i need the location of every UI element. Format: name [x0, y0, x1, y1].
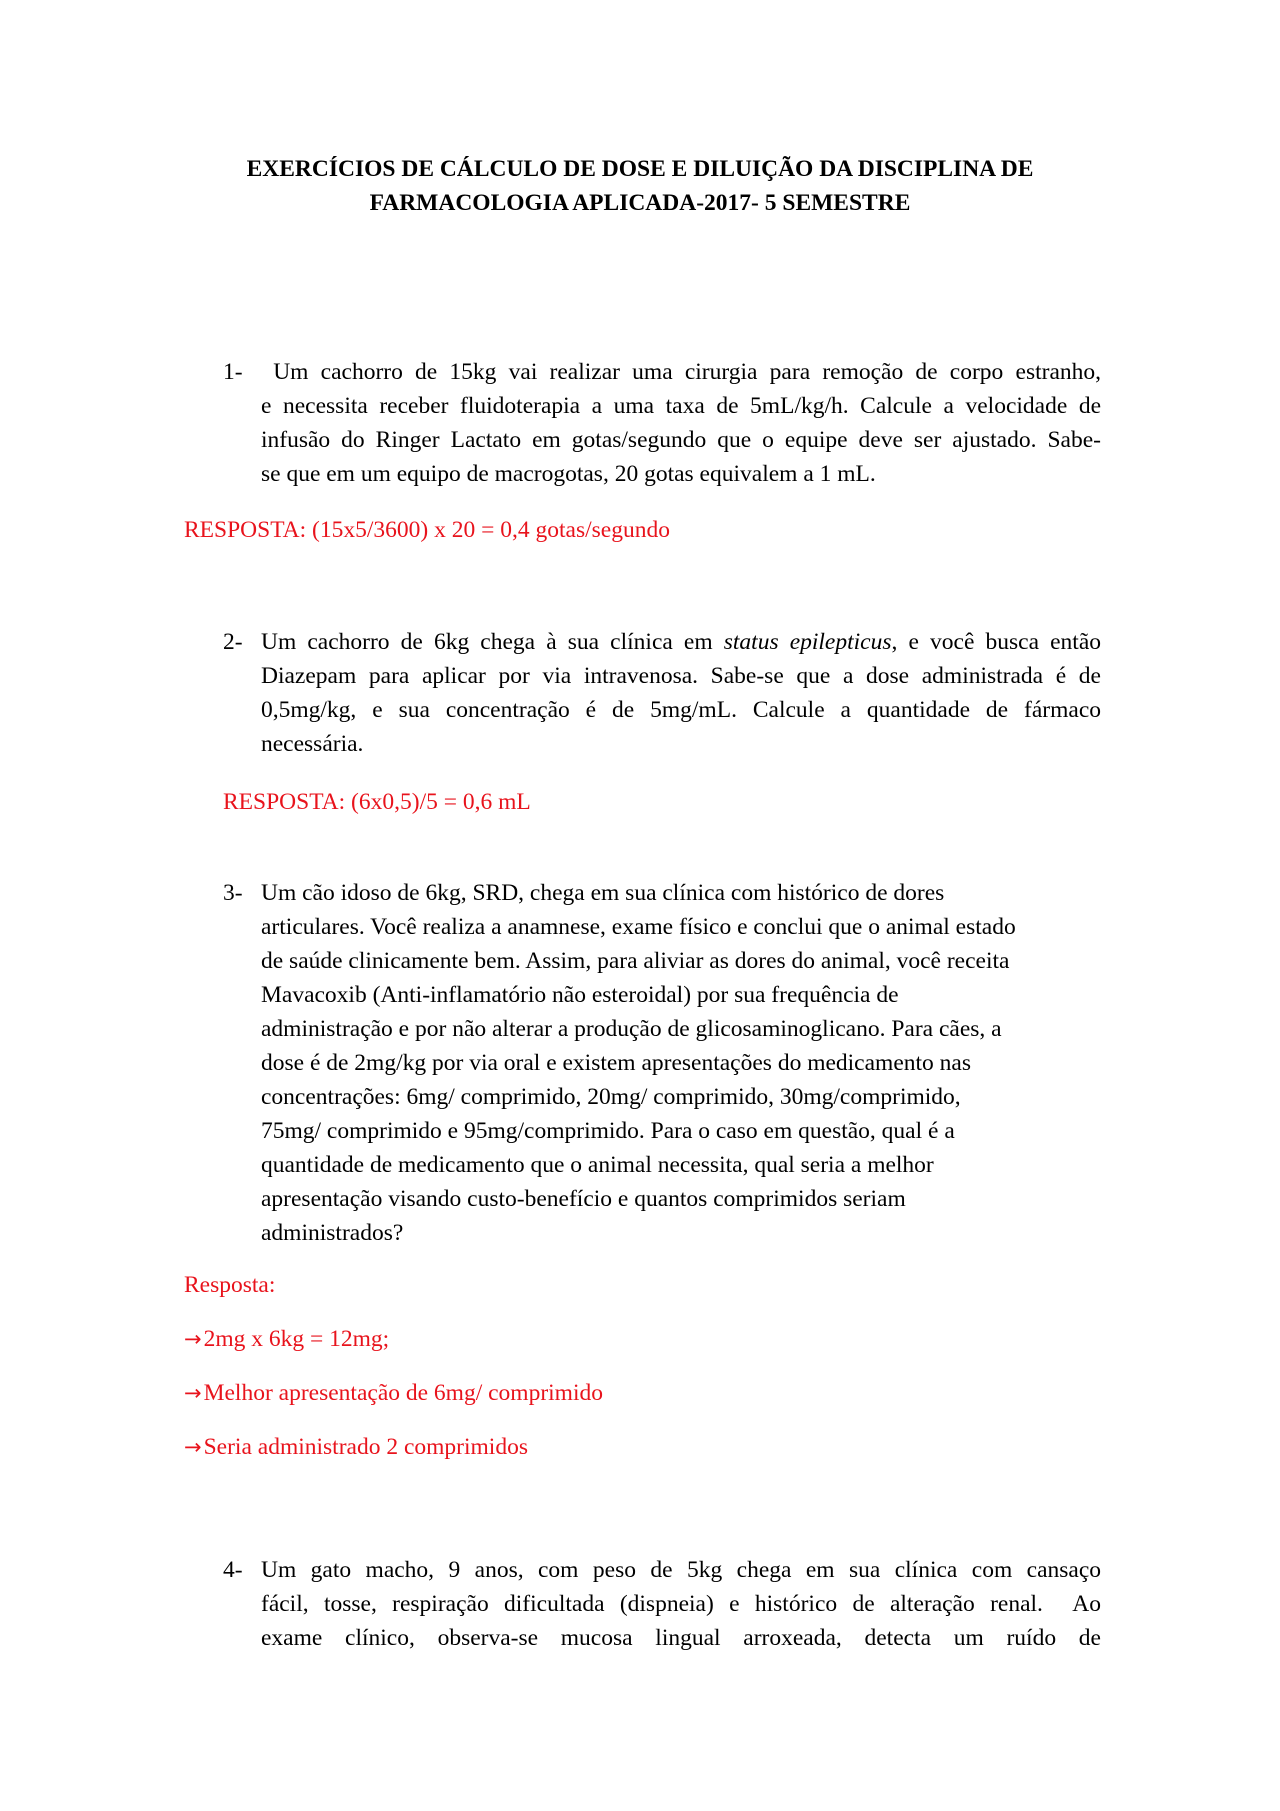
question-3-line: dose é de 2mg/kg por via oral e existem apresentações do medicamento nas [261, 1050, 971, 1076]
question-4-line: exame clínico, observa-se mucosa lingual arroxeada, detecta um ruído de [261, 1625, 1101, 1651]
question-2-line [261, 625, 1101, 659]
question-4-line: Um gato macho, 9 anos, com peso de 5kg chega em sua clínica com cansaço [261, 1557, 1101, 1583]
answer-3-heading: Resposta: [184, 1272, 276, 1298]
arrow-right-icon: → [184, 1381, 202, 1405]
answer-3-item [184, 1376, 603, 1410]
answer-3-item-text: Seria administrado 2 comprimidos [203, 1434, 528, 1460]
question-2-text [261, 625, 1101, 761]
question-3-text [261, 876, 1101, 1250]
question-2-line1-post: , e você busca então [891, 629, 1101, 655]
answer-2: RESPOSTA: (6x0,5)/5 = 0,6 mL [223, 789, 531, 815]
question-1-number: 1- [223, 359, 243, 385]
question-2-line: necessária. [261, 731, 364, 757]
question-3-line: administrados? [261, 1220, 404, 1246]
arrow-right-icon: → [184, 1327, 202, 1351]
question-4-text [261, 1553, 1101, 1655]
question-3-line: administração e por não alterar a produção de glicosaminoglicano. Para cães, a [261, 1016, 1002, 1042]
question-3-line: quantidade de medicamento que o animal necessita, qual seria a melhor [261, 1152, 934, 1178]
question-1-line: e necessita receber fluidoterapia a uma taxa de 5mL/kg/h. Calcule a velocidade de [261, 393, 1101, 419]
question-1-text [261, 355, 1101, 491]
question-3-number: 3- [223, 880, 243, 906]
question-2-line1-pre: Um cachorro de 6kg chega à sua clínica em [261, 629, 724, 655]
question-2-line: Diazepam para aplicar por via intravenosa. Sabe-se que a dose administrada é de [261, 663, 1101, 689]
document-title [160, 152, 1120, 220]
arrow-right-icon: → [184, 1435, 202, 1459]
question-3-line: 75mg/ comprimido e 95mg/comprimido. Para o caso em questão, qual é a [261, 1118, 955, 1144]
question-1-line: infusão do Ringer Lactato em gotas/segundo que o equipe deve ser ajustado. Sabe- [261, 427, 1101, 453]
answer-3-item [184, 1322, 389, 1356]
answer-3-item-text: 2mg x 6kg = 12mg; [203, 1326, 390, 1352]
title-line-1: EXERCÍCIOS DE CÁLCULO DE DOSE E DILUIÇÃO DA DISCIPLINA DE [246, 156, 1034, 182]
question-4-line: fácil, tosse, respiração dificultada (dispneia) e histórico de alteração renal. Ao [261, 1591, 1101, 1617]
question-2-number: 2- [223, 629, 243, 655]
answer-3-item [184, 1430, 528, 1464]
question-3-line: articulares. Você realiza a anamnese, exame físico e conclui que o animal estado [261, 914, 1016, 940]
title-line-2: FARMACOLOGIA APLICADA-2017- 5 SEMESTRE [369, 190, 911, 216]
question-2-line: 0,5mg/kg, e sua concentração é de 5mg/mL. Calcule a quantidade de fármaco [261, 697, 1101, 723]
question-4-number: 4- [223, 1557, 243, 1583]
question-3-line: Um cão idoso de 6kg, SRD, chega em sua clínica com histórico de dores [261, 880, 945, 906]
question-1-line: Um cachorro de 15kg vai realizar uma cirurgia para remoção de corpo estranho, [261, 359, 1101, 385]
question-1-line: se que em um equipo de macrogotas, 20 gotas equivalem a 1 mL. [261, 461, 876, 487]
question-3-line: Mavacoxib (Anti-inflamatório não esteroidal) por sua frequência de [261, 982, 899, 1008]
answer-1: RESPOSTA: (15x5/3600) x 20 = 0,4 gotas/segundo [184, 517, 670, 543]
answer-3-item-text: Melhor apresentação de 6mg/ comprimido [203, 1380, 603, 1406]
question-3-line: apresentação visando custo-benefício e quantos comprimidos seriam [261, 1186, 906, 1212]
question-2-italic-term: status epilepticus [723, 629, 892, 655]
question-3-line: de saúde clinicamente bem. Assim, para aliviar as dores do animal, você receita [261, 948, 1010, 974]
question-3-line: concentrações: 6mg/ comprimido, 20mg/ comprimido, 30mg/comprimido, [261, 1084, 961, 1110]
